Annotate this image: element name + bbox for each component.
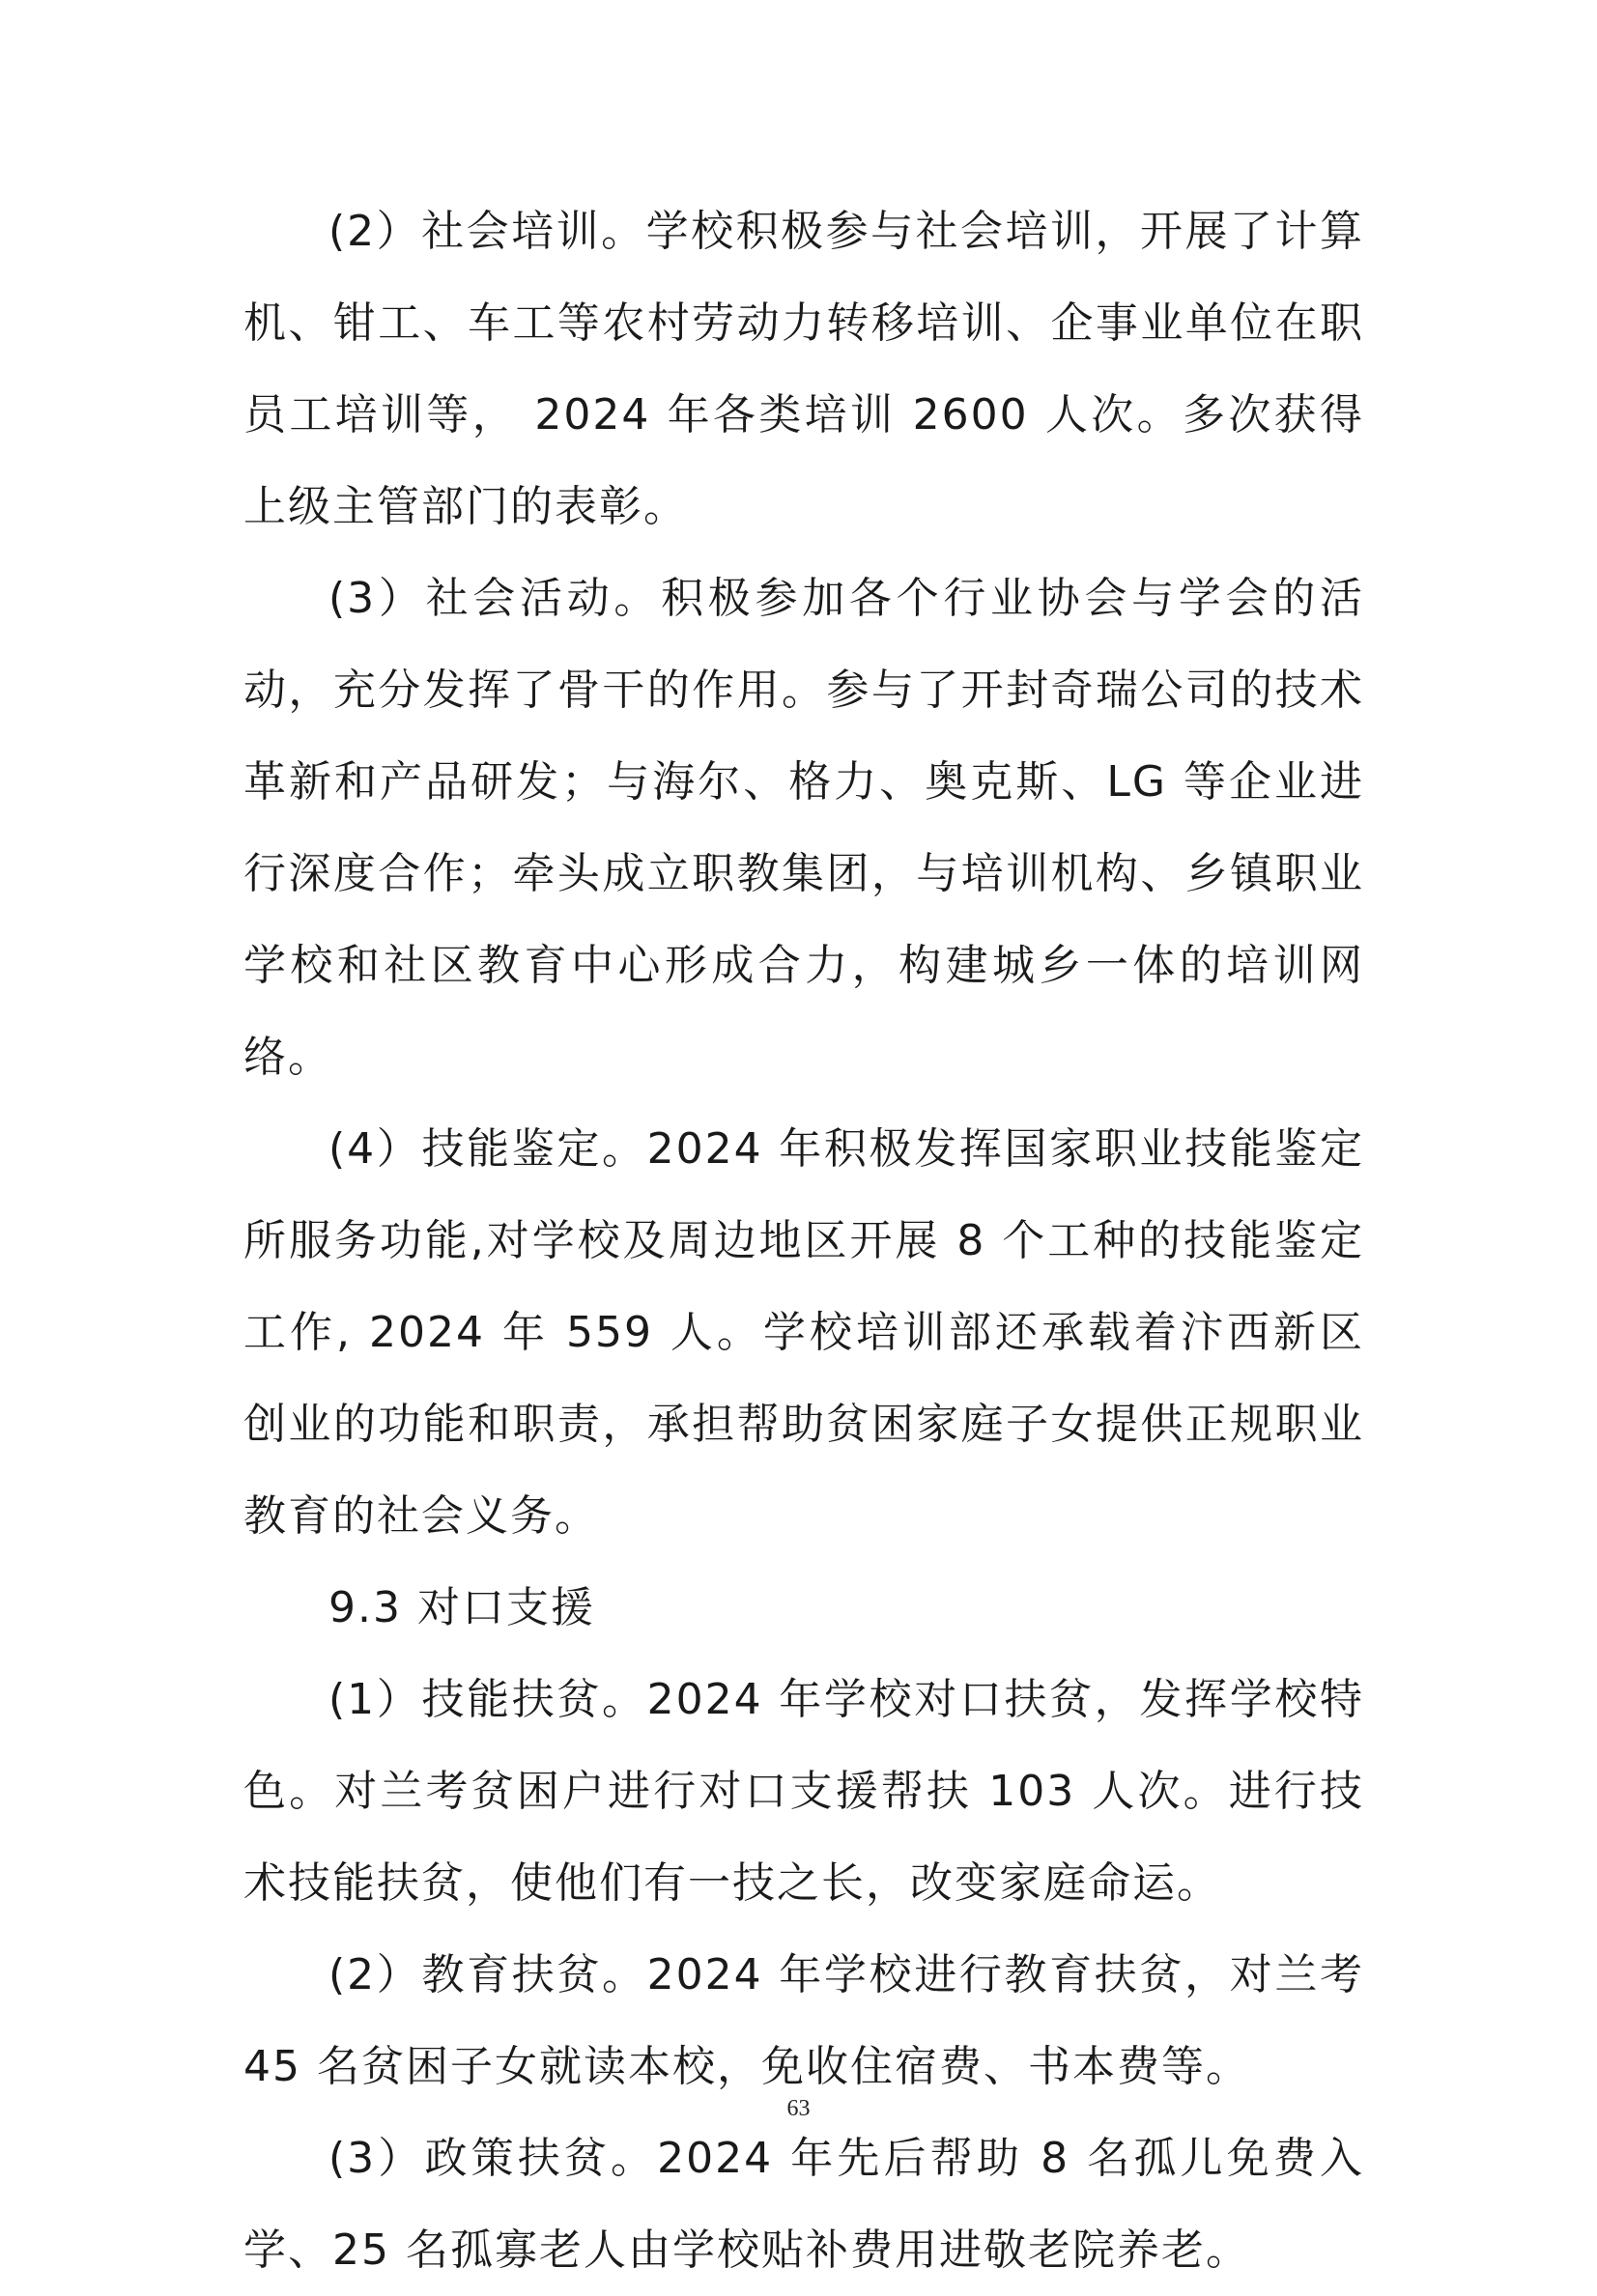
page-number: 63	[786, 2096, 811, 2121]
paragraph-education-poverty-aid: (2）教育扶贫。2024 年学校进行教育扶贫，对兰考 45 名贫困子女就读本校，免收住宿费、书本费等。	[243, 1950, 1364, 2091]
paragraph-social-training: (2）社会培训。学校积极参与社会培训，开展了计算机、钳工、车工等农村劳动力转移培训、企事业单位在职员工培训等， 2024 年各类培训 2600 人次。多次获得上级主管部门的表彰。	[243, 207, 1364, 531]
paragraph-policy-poverty-aid: (3）政策扶贫。2024 年先后帮助 8 名孤儿免费入学、25 名孤寡老人由学校贴补费用进敬老院养老。	[243, 2134, 1364, 2275]
paragraph-skill-appraisal: (4）技能鉴定。2024 年积极发挥国家职业技能鉴定所服务功能,对学校及周边地区开展 8 个工种的技能鉴定工作, 2024 年 559 人。学校培训部还承载着汴西新区创业的功能和职责，承担帮助贫困家庭子女提供正规职业教育的社会义务。	[243, 1124, 1364, 1541]
section-heading: 9.3 对口支援	[328, 1583, 595, 1632]
paragraph-skill-poverty-aid: (1）技能扶贫。2024 年学校对口扶贫，发挥学校特色。对兰考贫困户进行对口支援帮扶 103 人次。进行技术技能扶贫，使他们有一技之长，改变家庭命运。	[243, 1675, 1364, 1908]
paragraph-social-activities: (3）社会活动。积极参加各个行业协会与学会的活动，充分发挥了骨干的作用。参与了开封奇瑞公司的技术革新和产品研发；与海尔、格力、奥克斯、LG 等企业进行深度合作；牵头成立职教集团，与培训机构、乡镇职业学校和社区教育中心形成合力，构建城乡一体的培训网络。	[243, 574, 1364, 1082]
document-body	[243, 185, 1364, 2296]
